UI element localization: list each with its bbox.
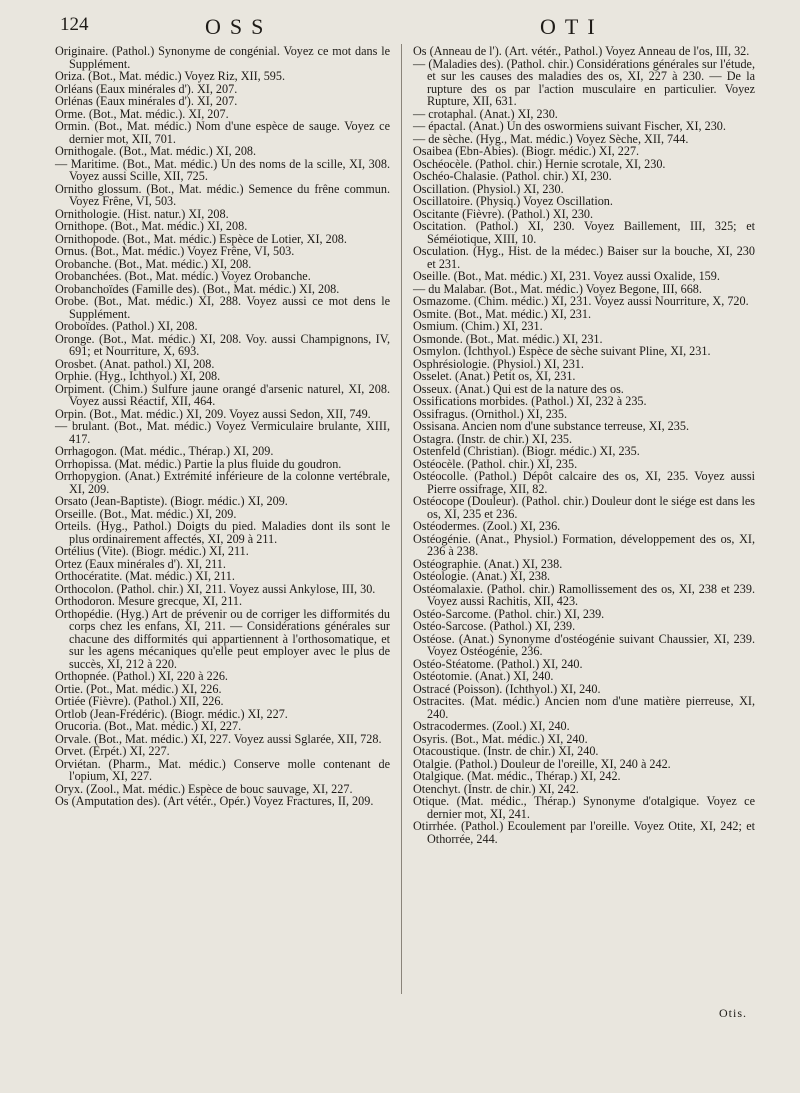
index-entry: Ornithogale. (Bot., Mat. médic.) XI, 208.	[55, 144, 257, 158]
index-entry: Orpiment. (Chim.) Sulfure jaune orangé d'arsenic naturel, XI, 208. Voyez aussi Réactif, XII, 464.	[55, 381, 390, 408]
index-entry: Orrhopissa. (Mat. médic.) Partie la plus fluide du goudron.	[55, 456, 342, 471]
index-entry: Orobanche. (Bot., Mat. médic.) XI, 208.	[55, 256, 252, 271]
index-entry: Ostéodermes. (Zool.) XI, 236.	[413, 519, 561, 533]
index-entry: Ortez (Eaux minérales d'). XI, 211.	[55, 556, 226, 571]
catchword: Otis.	[719, 1006, 748, 1020]
index-entry: Otacoustique. (Instr. de chir.) XI, 240.	[413, 744, 599, 758]
index-entry: Orpin. (Bot., Mat. médic.) XI, 209. Voyez aussi Sedon, XII, 749.	[55, 406, 371, 421]
index-entry: Oroboïdes. (Pathol.) XI, 208.	[55, 319, 198, 333]
index-entry: Ostéologie. (Anat.) XI, 238.	[413, 569, 551, 583]
index-entry: Orucoria. (Bot., Mat. médic.) XI, 227.	[55, 719, 242, 733]
index-entry: Originaire. (Pathol.) Synonyme de congénial. Voyez ce mot dans le Supplément.	[55, 44, 390, 71]
index-entry: Orseille. (Bot., Mat. médic.) XI, 209.	[55, 506, 237, 521]
index-entry: Ornithopode. (Bot., Mat. médic.) Espèce de Lotier, XI, 208.	[55, 231, 347, 246]
index-entry: Osmium. (Chim.) XI, 231.	[413, 319, 543, 333]
index-entry: Ostracé (Poisson). (Ichthyol.) XI, 240.	[413, 681, 601, 696]
index-entry: Osmylon. (Ichthyol.) Espèce de sèche suivant Pline, XI, 231.	[413, 344, 711, 358]
index-entry: Ostéocèle. (Pathol. chir.) XI, 235.	[413, 456, 578, 471]
index-entry: Otenchyt. (Instr. de chir.) XI, 242.	[413, 781, 579, 796]
index-entry: Ostéomalaxie. (Pathol. chir.) Ramollissement des os, XI, 238 et 239. Voyez aussi Rachitis, XII, 423.	[413, 581, 755, 608]
index-entry: Osmazome. (Chim. médic.) XI, 231. Voyez aussi Nourriture, X, 720.	[413, 294, 749, 308]
index-entry: Orvet. (Erpét.) XI, 227.	[55, 744, 170, 758]
index-entry: Otique. (Mat. médic., Thérap.) Synonyme d'otalgique. Voyez ce dernier mot, XI, 241.	[413, 794, 755, 821]
index-entry: Oscillatoire. (Physiq.) Voyez Oscillation.	[413, 194, 613, 208]
index-entry: Orléans (Eaux minérales d'). XI, 207.	[55, 81, 238, 96]
index-entry: Ortiée (Fièvre). (Pathol.) XII, 226.	[55, 694, 224, 708]
index-entry: Osmite. (Bot., Mat. médic.) XI, 231.	[413, 306, 592, 321]
index-entry: Osyris. (Bot., Mat. médic.) XI, 240.	[413, 731, 588, 746]
index-entry: Oscitante (Fièvre). (Pathol.) XI, 230.	[413, 206, 594, 221]
header-right-word: OTI	[540, 14, 604, 39]
index-entry: — de sèche. (Hyg., Mat. médic.) Voyez Sèche, XII, 744.	[413, 131, 689, 146]
index-entry: Ostéose. (Anat.) Synonyme d'ostéogénie suivant Chaussier, XI, 239. Voyez Ostéogénie, 236.	[413, 631, 755, 658]
index-entry: Orthopnée. (Pathol.) XI, 220 à 226.	[55, 669, 228, 683]
index-entry: Osseux. (Anat.) Qui est de la nature des os.	[413, 381, 624, 396]
index-entry: Oseille. (Bot., Mat. médic.) XI, 231. Voyez aussi Oxalide, 159.	[413, 269, 720, 283]
index-entry: Os (Amputation des). (Art vétér., Opér.) Voyez Fractures, II, 209.	[55, 794, 374, 808]
index-entry: Ostracites. (Mat. médic.) Ancien nom d'une matière pierreuse, XI, 240.	[413, 694, 755, 721]
left-column	[55, 45, 390, 808]
index-entry: Osphrésiologie. (Physiol.) XI, 231.	[413, 356, 584, 371]
column-divider	[401, 44, 402, 994]
index-entry: Orosbet. (Anat. pathol.) XI, 208.	[55, 356, 215, 371]
index-entry: Oschéocèle. (Pathol. chir.) Hernie scrotale, XI, 230.	[413, 156, 666, 171]
index-entry: Oschéo-Chalasie. (Pathol. chir.) XI, 230.	[413, 169, 612, 183]
index-entry: Orviétan. (Pharm., Mat. médic.) Conserve molle contenant de l'opium, XI, 227.	[55, 756, 390, 783]
index-entry: Orsato (Jean-Baptiste). (Biogr. médic.) XI, 209.	[55, 494, 288, 508]
index-entry: Orthodoron. Mesure grecque, XI, 211.	[55, 594, 243, 608]
index-entry: — (Maladies des). (Pathol. chir.) Considérations générales sur l'étude, et sur les causes des maladies des os, XI, 227 à 230. — De la rupture des os par l'action musculaire en particulier. Voyez Rupture, XII, 631.	[413, 56, 755, 108]
index-entry: Orrhopygion. (Anat.) Extrémité inférieure de la colonne vertébrale, XI, 209.	[55, 469, 390, 496]
index-entry: Osculation. (Hyg., Hist. de la médec.) Baiser sur la bouche, XI, 230 et 231.	[413, 244, 755, 271]
index-entry: Orteils. (Hyg., Pathol.) Doigts du pied. Maladies dont ils sont le plus ordinairement affectés, XI, 209 à 211.	[55, 519, 390, 546]
index-entry: Ostenfeld (Christian). (Biogr. médic.) XI, 235.	[413, 444, 640, 458]
index-entry: Ostéo-Sarcose. (Pathol.) XI, 239.	[413, 619, 576, 633]
right-column	[413, 45, 755, 845]
index-entry: Orthocolon. (Pathol. chir.) XI, 211. Voyez aussi Ankylose, III, 30.	[55, 581, 376, 596]
index-entry: Osmonde. (Bot., Mat. médic.) XI, 231.	[413, 331, 603, 346]
index-entry: Ostéogénie. (Anat., Physiol.) Formation, développement des os, XI, 236 à 238.	[413, 531, 755, 558]
index-entry: Ornitho glossum. (Bot., Mat. médic.) Semence du frêne commun. Voyez Frêne, VI, 503.	[55, 181, 390, 208]
index-entry: — épactal. (Anat.) Un des oswormiens suivant Fischer, XI, 230.	[413, 119, 726, 133]
index-entry: Ormin. (Bot., Mat. médic.) Nom d'une espèce de sauge. Voyez ce dernier mot, XII, 701.	[55, 119, 390, 146]
index-entry: Oscitation. (Pathol.) XI, 230. Voyez Baillement, III, 325; et Séméiotique, XIII, 10.	[413, 219, 755, 246]
index-entry: — brulant. (Bot., Mat. médic.) Voyez Vermiculaire brulante, XIII, 417.	[55, 419, 390, 446]
index-entry: Oronge. (Bot., Mat. médic.) XI, 208. Voy. aussi Champignons, IV, 691; et Nourriture, X, 693.	[55, 331, 390, 358]
index-entry: Ortélius (Vite). (Biogr. médic.) XI, 211.	[55, 544, 249, 558]
index-entry: Otalgique. (Mat. médic., Thérap.) XI, 242.	[413, 769, 621, 783]
index-entry: Orphie. (Hyg., Ichthyol.) XI, 208.	[55, 369, 221, 383]
index-entry: Osselet. (Anat.) Petit os, XI, 231.	[413, 369, 576, 383]
index-entry: Oriza. (Bot., Mat. médic.) Voyez Riz, XII, 595.	[55, 69, 286, 83]
index-entry: Orthopédie. (Hyg.) Art de prévenir ou de corriger les difformités du corps chez les enfans, XI, 211. — Considérations générales sur chacune des difformités qui appartiennent à l'orthosomatique, et sur les agens mécaniques qu'elle peut employer avec le plus de succès, XI, 212 à 220.	[55, 606, 390, 671]
index-entry: Orme. (Bot., Mat. médic.). XI, 207.	[55, 106, 229, 121]
index-entry: Orobe. (Bot., Mat. médic.) XI, 288. Voyez aussi ce mot dens le Supplément.	[55, 294, 390, 321]
index-entry: Ossisana. Ancien nom d'une substance terreuse, XI, 235.	[413, 419, 690, 433]
index-entry: Otalgie. (Pathol.) Douleur de l'oreille, XI, 240 à 242.	[413, 756, 671, 771]
index-entry: Orvale. (Bot., Mat. médic.) XI, 227. Voyez aussi Sglarée, XII, 728.	[55, 731, 382, 746]
index-entry: Ornus. (Bot., Mat. médic.) Voyez Frêne, VI, 503.	[55, 244, 295, 258]
index-entry: Orlénas (Eaux minérales d'). XI, 207.	[55, 94, 238, 108]
index-entry: — Maritime. (Bot., Mat. médic.) Un des noms de la scille, XI, 308. Voyez aussi Scille, XII, 725.	[55, 156, 390, 183]
index-entry: Ostéo-Sarcome. (Pathol. chir.) XI, 239.	[413, 606, 605, 621]
index-entry: Orrhagogon. (Mat. médic., Thérap.) XI, 209.	[55, 444, 274, 458]
header-left-word: OSS	[205, 14, 273, 39]
index-entry: Ostéo-Stéatome. (Pathol.) XI, 240.	[413, 656, 583, 671]
index-entry: Ostéographie. (Anat.) XI, 238.	[413, 556, 563, 571]
index-entry: Otirrhée. (Pathol.) Ecoulement par l'oreille. Voyez Otite, XI, 242; et Othorrée, 244.	[413, 819, 755, 846]
index-entry: Osaibea (Ebn-Abies). (Biogr. médic.) XI, 227.	[413, 144, 640, 158]
index-entry: Ostéocope (Douleur). (Pathol. chir.) Douleur dont le siége est dans les os, XI, 235 et 236.	[413, 494, 755, 521]
index-entry: — du Malabar. (Bot., Mat. médic.) Voyez Begone, III, 668.	[413, 281, 702, 296]
index-entry: Orobanchoïdes (Famille des). (Bot., Mat. médic.) XI, 208.	[55, 281, 340, 296]
index-entry: — crotaphal. (Anat.) XI, 230.	[413, 106, 558, 121]
index-entry: Orthocératite. (Mat. médic.) XI, 211.	[55, 569, 235, 583]
index-entry: Ornithope. (Bot., Mat. médic.) XI, 208.	[55, 219, 248, 233]
index-entry: Oryx. (Zool., Mat. médic.) Espèce de bouc sauvage, XI, 227.	[55, 781, 353, 796]
running-header	[0, 14, 800, 40]
index-entry: Ornithologie. (Hist. natur.) XI, 208.	[55, 206, 229, 221]
index-entry: Ossifications morbides. (Pathol.) XI, 232 à 235.	[413, 394, 647, 408]
index-entry: Ostracodermes. (Zool.) XI, 240.	[413, 719, 570, 733]
page-number: 124	[60, 14, 89, 35]
index-entry: Ostagra. (Instr. de chir.) XI, 235.	[413, 431, 573, 446]
index-entry: Ortlob (Jean-Frédéric). (Biogr. médic.) XI, 227.	[55, 706, 288, 721]
index-entry: Ostéotomie. (Anat.) XI, 240.	[413, 669, 554, 683]
index-entry: Orobanchées. (Bot., Mat. médic.) Voyez Orobanche.	[55, 269, 311, 283]
index-entry: Oscillation. (Physiol.) XI, 230.	[413, 181, 564, 196]
index-entry: Ortie. (Pot., Mat. médic.) XI, 226.	[55, 681, 222, 696]
index-entry: Ossifragus. (Ornithol.) XI, 235.	[413, 406, 568, 421]
index-entry: Os (Anneau de l'). (Art. vétér., Pathol.) Voyez Anneau de l'os, III, 32.	[413, 44, 750, 58]
index-entry: Ostéocolle. (Pathol.) Dépôt calcaire des os, XI, 235. Voyez aussi Pierre ossifrage, XII, 82.	[413, 469, 755, 496]
